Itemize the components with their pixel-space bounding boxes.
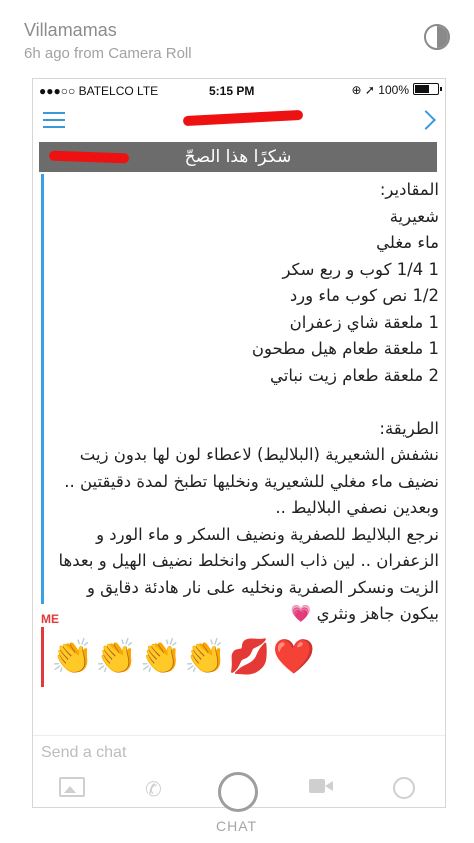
phone-icon[interactable]: ✆: [145, 777, 162, 801]
banner-text: شكرًا هذا الصحّ: [184, 147, 292, 167]
redacted-sender: [49, 151, 129, 164]
status-time: 5:15 PM: [209, 84, 255, 98]
snap-title: Villamamas: [24, 20, 117, 40]
emoji: 👏: [51, 637, 96, 677]
message-line: الطريقة:: [379, 418, 439, 438]
recipe-message: [49, 177, 439, 628]
message-line: 1 ملعقة شاي زعفران: [289, 312, 439, 332]
message-line: شعيرية: [389, 206, 439, 226]
status-bar: [33, 79, 445, 101]
message-line: [49, 389, 439, 416]
chevron-right-icon[interactable]: [416, 110, 436, 130]
emoji: 👏: [95, 637, 140, 677]
message-line: وبعدين نصفي البلاليط ..: [275, 498, 439, 517]
chat-label: CHAT: [216, 818, 258, 834]
emoji: ❤️: [272, 637, 318, 677]
video-icon[interactable]: [309, 777, 333, 797]
emoji: 👏: [184, 637, 229, 677]
me-label: ME: [41, 612, 59, 626]
chat-navbar: [33, 103, 445, 143]
message-line: 1 1/4 كوب و ربع سكر: [282, 259, 439, 279]
sticker-icon[interactable]: [393, 777, 415, 799]
status-icons: ⊕ ➚ 100%: [351, 83, 409, 97]
send-chat-input[interactable]: Send a chat: [41, 744, 127, 761]
chat-capture-button[interactable]: [218, 772, 258, 812]
message-line: 2 ملعقة طعام زيت نباتي: [270, 365, 439, 385]
emoji: 👏: [139, 637, 185, 677]
message-line: المقادير:: [379, 180, 439, 199]
message-line: الزيت ونسكر الصفرية ونخليه على نار هادئة دقايق و: [86, 577, 439, 597]
redacted-contact-name: [183, 110, 303, 126]
message-line: 1/2 نص كوب ماء ورد: [289, 286, 439, 305]
image-icon[interactable]: [59, 777, 85, 797]
carrier-label: ●●●○○ BATELCO LTE: [39, 84, 159, 98]
menu-icon[interactable]: [43, 112, 65, 130]
incoming-message-bar: [41, 174, 44, 604]
chat-banner: [39, 142, 437, 172]
message-line: 1 ملعقة طعام هيل مطحون: [251, 339, 439, 358]
message-line: نضيف ماء مغلي للشعيرية ونخليها تطبخ لمدة دقيقتين ..: [64, 471, 439, 491]
message-line: نشفش الشعيرية (البلاليط) لاعطاء لون لها بدون زيت: [79, 445, 439, 464]
message-line: نرجع البلاليط للصفرية ونضيف السكر و ماء الورد و: [96, 524, 439, 544]
emoji-message: [51, 637, 317, 677]
screenshot-frame: [32, 78, 446, 808]
night-mode-icon[interactable]: [424, 24, 450, 50]
emoji: 💋: [228, 637, 273, 677]
snap-subtitle: 6h ago from Camera Roll: [24, 45, 192, 62]
battery-icon: [413, 83, 439, 95]
message-line: الزعفران .. لين ذاب السكر وانخلط نضيف الهيل و بعدها: [58, 551, 439, 570]
status-right: [352, 83, 439, 97]
outgoing-message-bar: [41, 627, 44, 687]
message-line: ماء مغلي: [376, 233, 439, 252]
message-line: بيكون جاهز ونثري 💗: [290, 604, 439, 623]
